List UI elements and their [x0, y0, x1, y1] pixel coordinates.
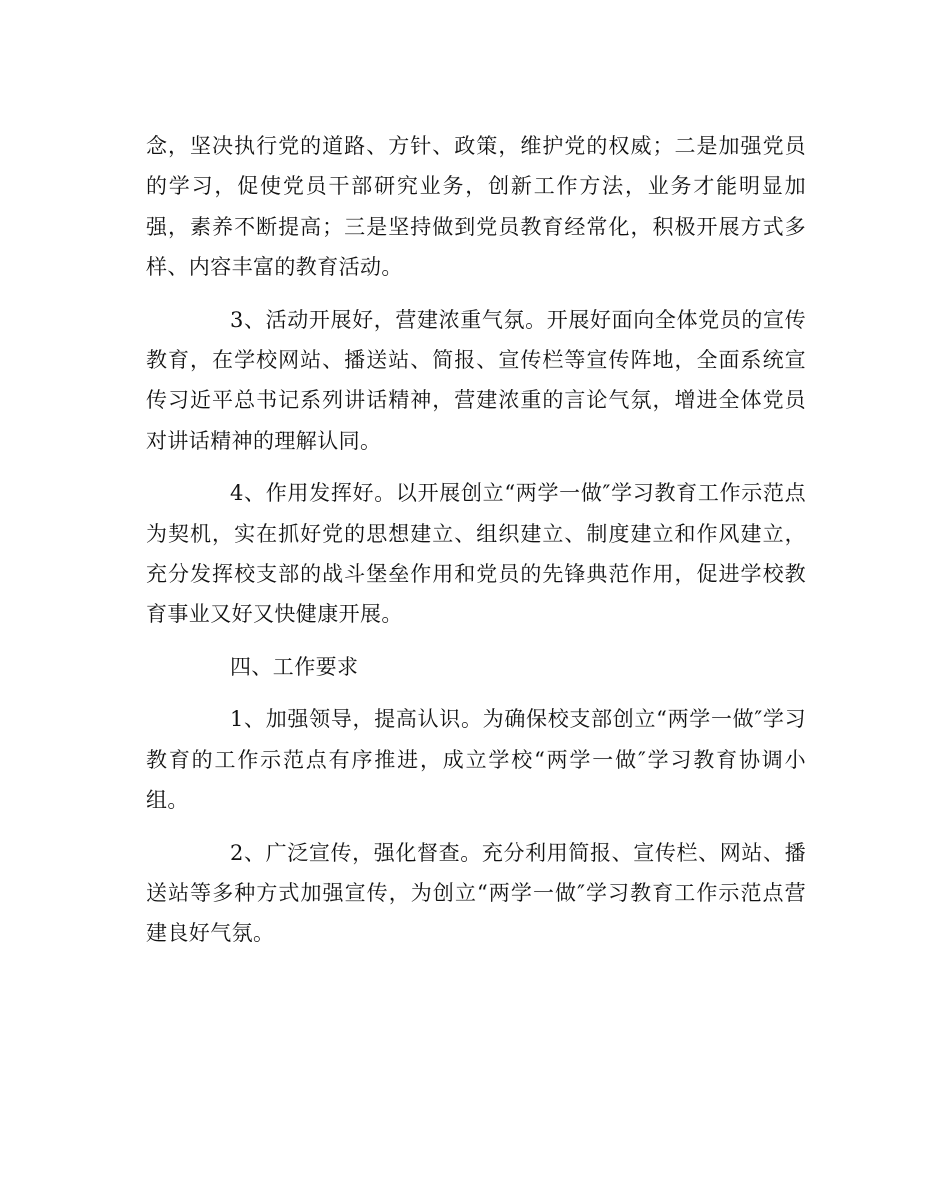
paragraph-requirement-1: 1、加强领导，提高认识。为确保校支部创立“两学一做″学习教育的工作示范点有序推进，成立学校“两学一做″学习教育协调小组。 — [146, 707, 806, 813]
paragraph-item-3: 3、活动开展好，营建浓重气氛。开展好面向全体党员的宣传教育，在学校网站、播送站、简报、宣传栏等宣传阵地，全面系统宣传习近平总书记系列讲话精神，营建浓重的言论气氛，增进全体党员对讲话精神的理解认同。 — [146, 307, 806, 453]
section-heading-work-requirements: 四、工作要求 — [230, 654, 359, 679]
paragraph-continuation: 念，坚决执行党的道路、方针、政策，维护党的权威；二是加强党员的学习，促使党员干部研究业务，创新工作方法，业务才能明显加强，素养不断提高；三是坚持做到党员教育经常化，积极开展方式多样、内容丰富的教育活动。 — [146, 134, 806, 280]
paragraph-item-4: 4、作用发挥好。以开展创立“两学一做″学习教育工作示范点为契机，实在抓好党的思想建立、组织建立、制度建立和作风建立，充分发挥校支部的战斗堡垒作用和党员的先锋典范作用，促进学校教育事业又好又快健康开展。 — [146, 481, 806, 627]
paragraph-requirement-2: 2、广泛宣传，强化督查。充分利用简报、宣传栏、网站、播送站等多种方式加强宣传，为创立“两学一做″学习教育工作示范点营建良好气氛。 — [146, 840, 806, 946]
document-body — [146, 126, 806, 954]
